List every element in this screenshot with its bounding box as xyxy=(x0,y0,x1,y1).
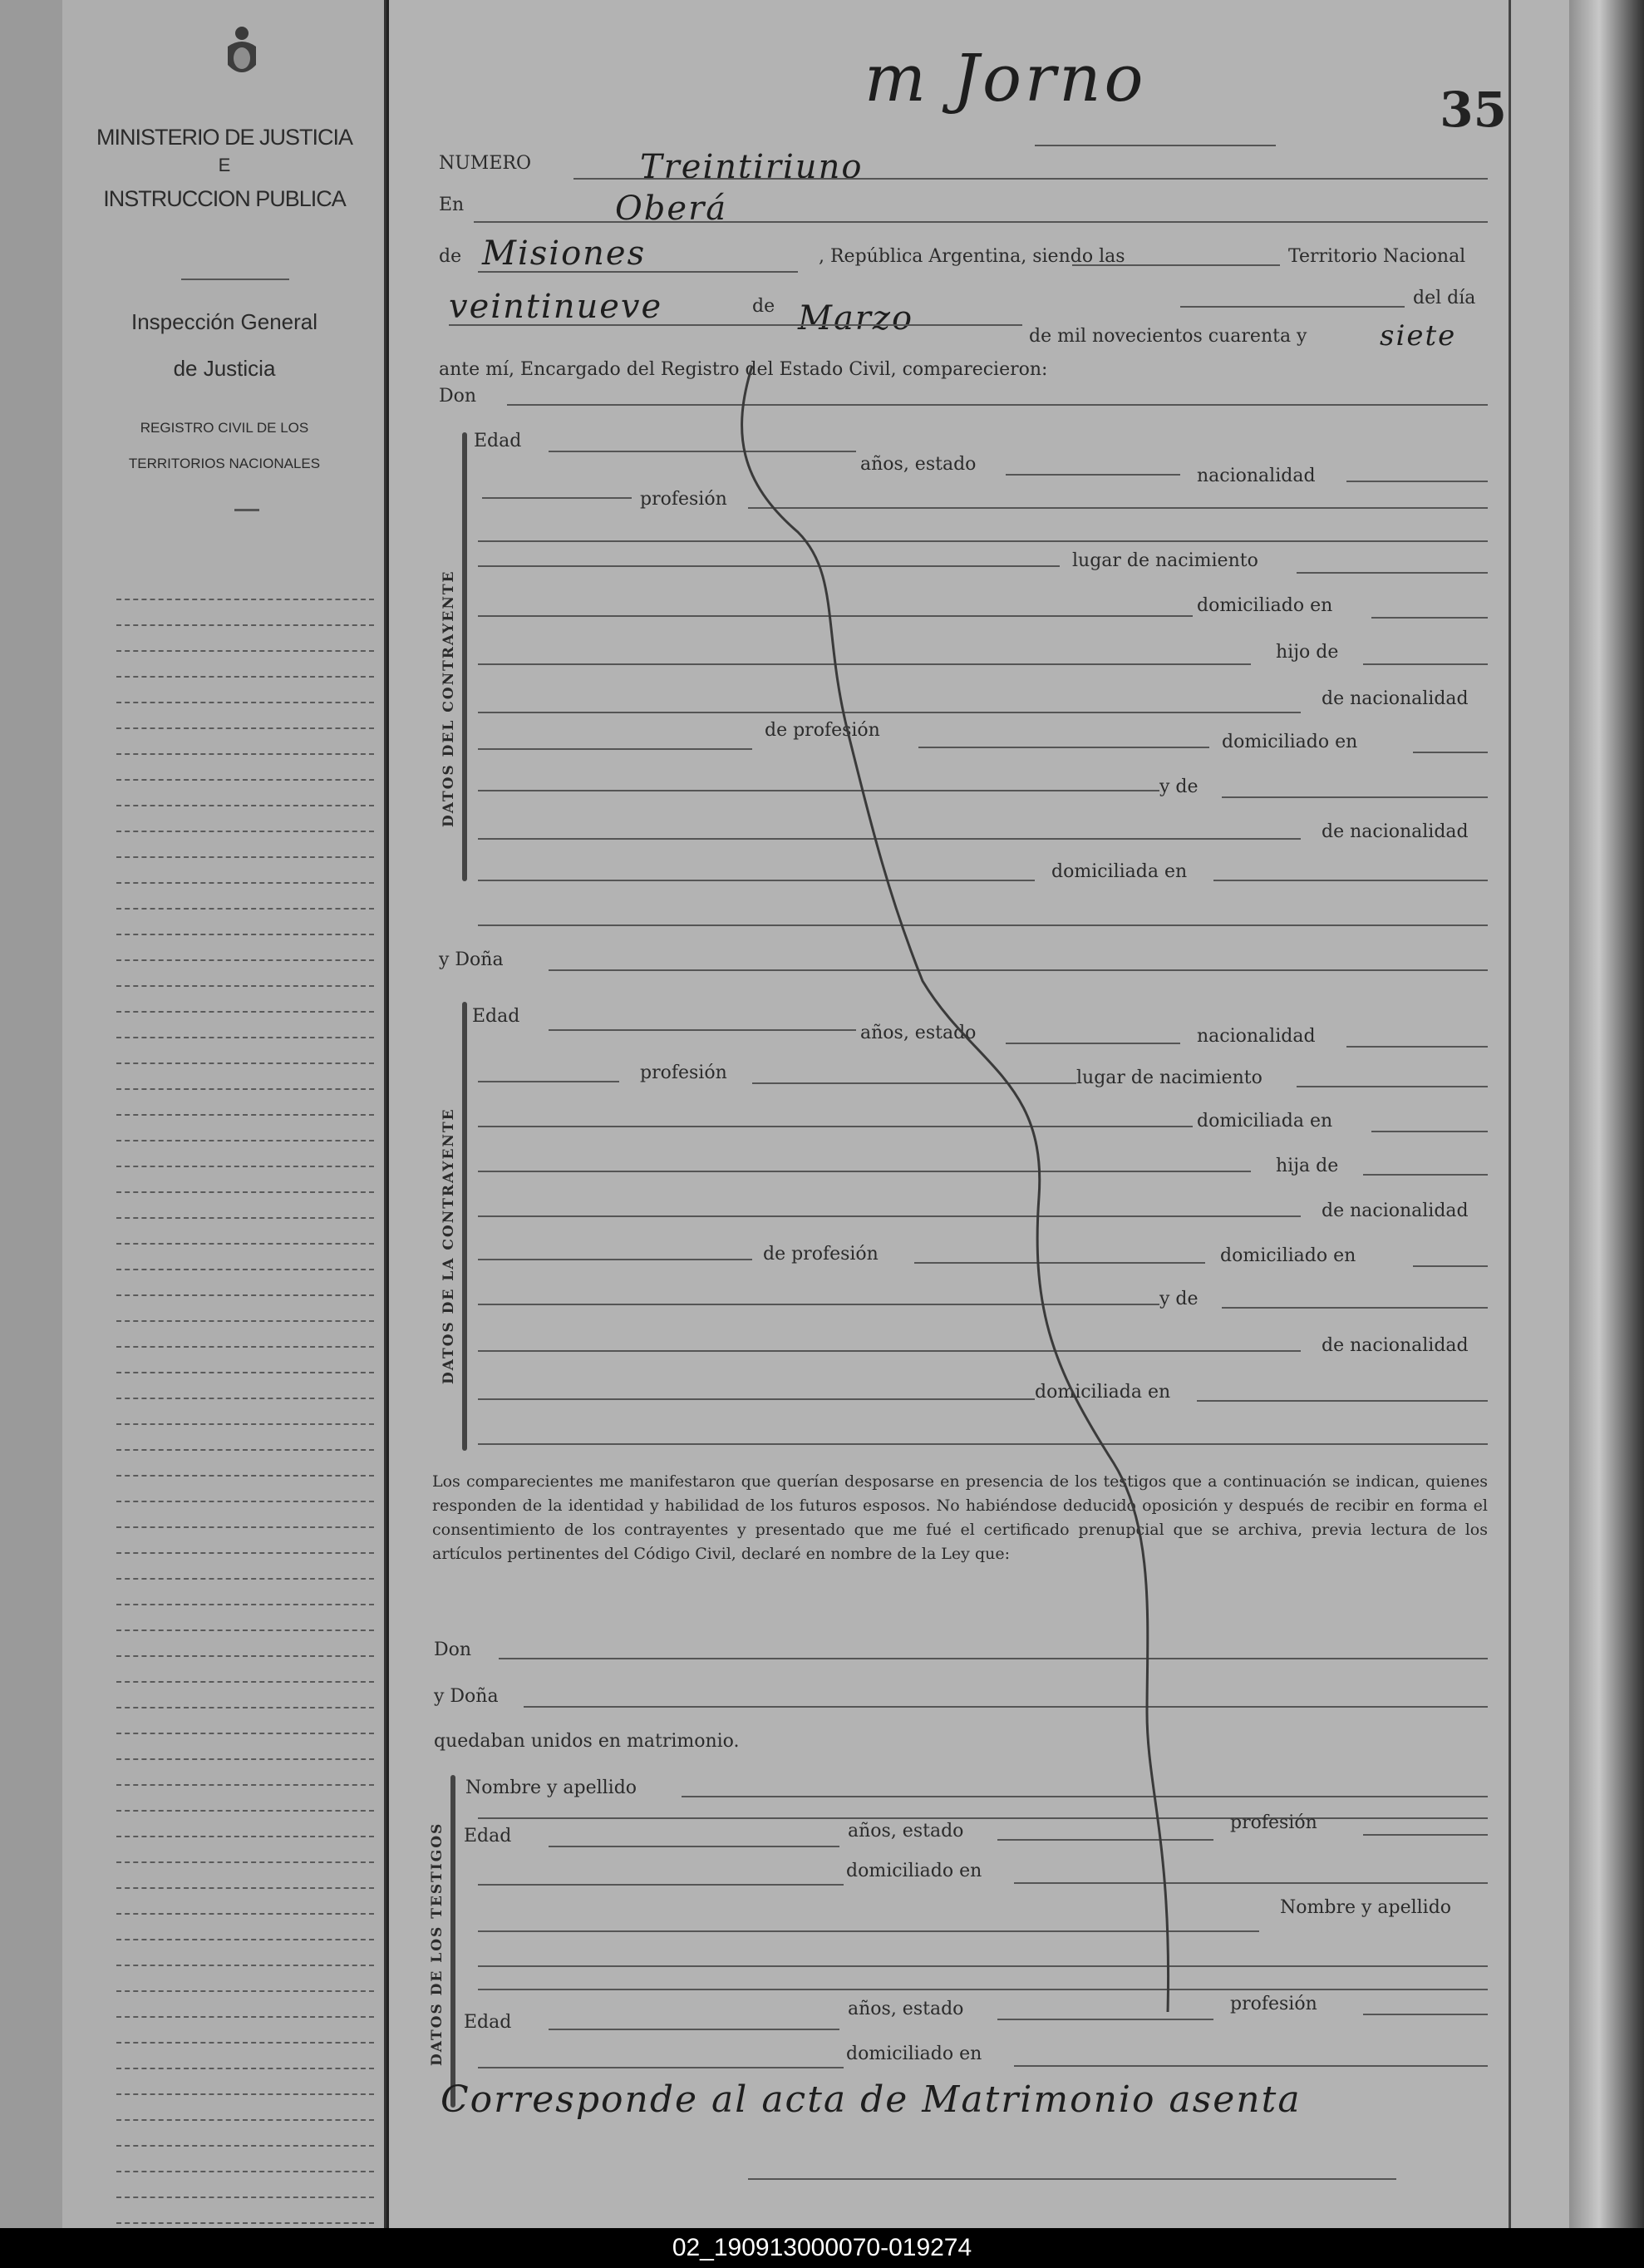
stub-registry-2: TERRITORIOS NACIONALES xyxy=(128,456,321,471)
bride-de-nacionalidad: de nacionalidad xyxy=(1322,1201,1469,1221)
stub-ruled-line xyxy=(116,1630,374,1631)
witness1-edad: Edad xyxy=(464,1826,512,1846)
footer-note: Corresponde al acta de Matrimonio asenta xyxy=(441,2078,1302,2121)
groom-nacionalidad: nacionalidad xyxy=(1197,466,1316,486)
stub-ruled-line xyxy=(116,805,374,806)
bride-estado-line xyxy=(1006,1043,1180,1044)
stub-ruled-line xyxy=(116,1320,374,1322)
stub-ruled-line xyxy=(116,1681,374,1683)
ante-mi-text: ante mí, Encargado del Registro del Estado Civil, comparecieron: xyxy=(439,359,1048,380)
stub-ruled-line xyxy=(116,727,374,729)
stub-ruled-line xyxy=(116,1294,374,1296)
don-line xyxy=(507,404,1488,406)
witness2-domicilio-prefix xyxy=(478,2067,844,2068)
bride-profesion2-prefix xyxy=(478,1259,752,1260)
witness2-blank-line-2 xyxy=(478,1965,1488,1967)
stub-ruled-line xyxy=(116,1578,374,1580)
contrayente-f-brace xyxy=(462,1002,467,1451)
testigos-brace xyxy=(450,1775,455,2108)
header-signature: m Jorno xyxy=(864,42,1147,116)
republica-text: , República Argentina, siendo las xyxy=(819,246,1125,267)
groom-lugar-line xyxy=(1297,572,1488,574)
contrayente-label: DATOS DEL CONTRAYENTE xyxy=(441,569,457,827)
stub-ruled-line xyxy=(116,882,374,884)
groom-profesion-prefix-line xyxy=(482,497,632,499)
groom-blank-line-3 xyxy=(478,615,1193,617)
stub-ruled-line xyxy=(116,1758,374,1760)
stub-ruled-line xyxy=(116,1191,374,1193)
witness1-blank-line xyxy=(478,1817,1488,1819)
stub-ruled-line xyxy=(116,934,374,935)
witness1-nombre-line xyxy=(682,1796,1488,1797)
testigos-label: DATOS DE LOS TESTIGOS xyxy=(429,1822,445,2066)
groom-domiciliado2-line xyxy=(1413,752,1488,753)
bride-domiciliada: domiciliada en xyxy=(1197,1111,1333,1132)
image-caption: 02_190913000070-019274 xyxy=(0,2228,1644,2268)
en-label: En xyxy=(439,195,465,215)
mil-novecientos-text: de mil novecientos cuarenta y xyxy=(1029,326,1307,347)
stub-ruled-line xyxy=(116,1475,374,1477)
stub-ruled-line xyxy=(116,702,374,703)
groom-blank-line-8 xyxy=(478,880,1035,881)
groom-edad-label: Edad xyxy=(474,431,522,451)
witness2-edad-line xyxy=(549,2029,839,2030)
stub-ruled-line xyxy=(116,2093,374,2095)
bride-hija-line xyxy=(1363,1174,1488,1176)
bride-blank-line-2 xyxy=(478,1171,1251,1172)
stub-ruled-line xyxy=(116,650,374,652)
stub-ministry: MINISTERIO DE JUSTICIA xyxy=(96,125,353,150)
groom-profesion2-prefix xyxy=(478,748,752,750)
stub-ruled-line xyxy=(116,856,374,858)
stub-inspection-2: de Justicia xyxy=(173,356,276,381)
de-value: Misiones xyxy=(482,234,647,273)
groom-profesion2-line xyxy=(918,747,1209,748)
groom-domiciliado: domiciliado en xyxy=(1197,595,1333,616)
groom-de-nacionalidad: de nacionalidad xyxy=(1322,688,1469,709)
bride-blank-line-6 xyxy=(478,1398,1035,1400)
witness2-nombre: Nombre y apellido xyxy=(1280,1897,1452,1918)
groom-anos-estado: años, estado xyxy=(860,454,977,475)
stub-inspection-1: Inspección General xyxy=(130,309,318,334)
y-dona-2-label: y Doña xyxy=(434,1686,499,1707)
stub-ruled-line xyxy=(116,1604,374,1605)
stub-ruled-line xyxy=(116,1449,374,1451)
del-dia-text: del día xyxy=(1413,288,1476,308)
bride-nacionalidad: nacionalidad xyxy=(1197,1026,1316,1047)
groom-blank-line-4 xyxy=(478,663,1251,665)
republica-line xyxy=(1072,264,1280,266)
stub-ruled-line xyxy=(116,2197,374,2198)
witness2-profesion: profesión xyxy=(1230,1994,1317,2014)
bride-domiciliado: domiciliado en xyxy=(1220,1245,1356,1266)
stub-ruled-line xyxy=(116,959,374,961)
day-value: veintinueve xyxy=(449,288,663,326)
numero-line xyxy=(573,178,1488,180)
stub-ruled-line xyxy=(116,1166,374,1167)
stub-ruled-line xyxy=(116,2145,374,2147)
bride-domiciliada-line xyxy=(1371,1131,1488,1132)
bride-edad-label: Edad xyxy=(472,1006,520,1027)
witness2-domicilio-line xyxy=(1014,2065,1488,2067)
stub-ruled-line xyxy=(116,2016,374,2018)
en-value: Oberá xyxy=(615,190,728,228)
bride-edad-line xyxy=(549,1029,856,1031)
groom-estado-line xyxy=(1006,474,1180,476)
witness1-domicilio-line xyxy=(1014,1882,1488,1884)
don-label: Don xyxy=(439,386,477,407)
stub-ruled-line xyxy=(116,2171,374,2172)
groom-lugar-nacimiento: lugar de nacimiento xyxy=(1072,550,1258,571)
groom-profesion: profesión xyxy=(640,489,727,510)
page-number: 35 xyxy=(1440,81,1507,138)
stub-ruled-line xyxy=(116,624,374,626)
groom-y-de: y de xyxy=(1159,777,1199,797)
bride-blank-line-1 xyxy=(478,1126,1193,1127)
stub-ruled-line xyxy=(116,1243,374,1245)
header-rule xyxy=(1035,145,1276,146)
y-dona-line xyxy=(549,969,1488,971)
bride-blank-line-5 xyxy=(478,1350,1301,1352)
bride-blank-line-4 xyxy=(478,1304,1159,1305)
stub-ruled-line xyxy=(116,1526,374,1528)
bride-hija-de: hija de xyxy=(1276,1156,1339,1176)
groom-domiciliado-line xyxy=(1371,617,1488,619)
stub-ruled-line xyxy=(116,1784,374,1786)
stub-ministry-2: INSTRUCCION PUBLICA xyxy=(103,186,346,211)
stub-ruled-line xyxy=(116,1114,374,1116)
groom-de-profesion: de profesión xyxy=(765,720,880,741)
de2-label: de xyxy=(752,296,775,317)
contrayente-brace xyxy=(462,432,467,881)
bride-lugar-nacimiento: lugar de nacimiento xyxy=(1076,1067,1263,1088)
en-line xyxy=(474,221,1488,223)
witness1-edad-line xyxy=(549,1846,839,1847)
numero-value: Treintiriuno xyxy=(640,148,864,186)
previous-page-edge xyxy=(0,0,62,2228)
bride-domiciliada2-line xyxy=(1197,1400,1488,1402)
coat-of-arms-icon xyxy=(223,25,261,83)
witness1-estado-line xyxy=(997,1839,1213,1841)
stub-ruled-line xyxy=(116,779,374,781)
stub-ruled-line xyxy=(116,2222,374,2224)
groom-blank-line-1 xyxy=(478,540,1488,542)
date-line xyxy=(449,324,1022,326)
de-label: de xyxy=(439,246,462,267)
witness2-profesion-line xyxy=(1363,2014,1488,2015)
stub-ruled-line xyxy=(116,1861,374,1863)
stub-ruled-line xyxy=(116,1217,374,1219)
groom-profesion-line xyxy=(748,507,1488,509)
bride-nacionalidad-line xyxy=(1346,1046,1488,1048)
witness2-blank-line-3 xyxy=(478,1989,1488,1990)
groom-hijo-line xyxy=(1363,663,1488,665)
year-value: siete xyxy=(1380,319,1457,353)
stub-ruled-line xyxy=(116,1372,374,1373)
contrayente-f-label: DATOS DE LA CONTRAYENTE xyxy=(441,1107,457,1384)
stub-divider xyxy=(181,279,289,280)
stub-dash xyxy=(234,509,259,511)
don-2-line xyxy=(499,1658,1488,1659)
numero-label: NUMERO xyxy=(439,153,531,174)
declaration-paragraph: Los comparecientes me manifestaron que querían desposarse en presencia de los testigos que a continuación se indican, quienes responden de la identidad y habilidad de los futuros esposos. No habiéndose deducido oposición y después de recibir en forma el consentimiento de los contrayentes y presentado que me fué el certificado prenupcial que se archiva, previa lectura de los artículos pertinentes del Código Civil, declaré en nombre de la Ley que: xyxy=(432,1472,1488,1563)
stub-ruled-line xyxy=(116,1887,374,1889)
stub-ruled-line xyxy=(116,676,374,678)
stub-ruled-line xyxy=(116,1707,374,1708)
groom-de-nacionalidad-2: de nacionalidad xyxy=(1322,821,1469,842)
witness2-domiciliado: domiciliado en xyxy=(846,2044,982,2064)
bride-anos-estado: años, estado xyxy=(860,1023,977,1043)
stub-ruled-line xyxy=(116,1655,374,1657)
stub-conjunction: E xyxy=(218,155,231,175)
stub-ruled-line xyxy=(116,1398,374,1399)
witness2-blank-line-1 xyxy=(478,1930,1259,1932)
hour-line xyxy=(1180,306,1405,308)
witness2-estado-line xyxy=(997,2019,1213,2020)
stub-ruled-line xyxy=(116,1346,374,1348)
bride-profesion-line xyxy=(752,1082,1076,1084)
groom-blank-line-9 xyxy=(478,924,1488,926)
stub-ruled-line xyxy=(116,1965,374,1966)
witness1-domicilio-prefix xyxy=(478,1884,844,1886)
stub-ruled-line xyxy=(116,831,374,832)
bride-profesion-prefix-line xyxy=(478,1081,619,1082)
stub-ruled-line xyxy=(116,1423,374,1425)
bride-profesion: profesión xyxy=(640,1063,727,1083)
witness1-nombre: Nombre y apellido xyxy=(465,1777,637,1798)
territorio-text: Territorio Nacional xyxy=(1288,246,1466,267)
bride-domiciliada-2: domiciliada en xyxy=(1035,1382,1171,1403)
groom-y-de-line xyxy=(1222,796,1488,798)
witness2-anos-estado: años, estado xyxy=(848,1999,964,2019)
groom-blank-line-6 xyxy=(478,790,1159,791)
stub-ruled-line xyxy=(116,1836,374,1837)
stub-ruled-line xyxy=(116,985,374,987)
stub-ruled-line xyxy=(116,753,374,755)
stub-ruled-line xyxy=(116,1140,374,1141)
stub-ruled-line xyxy=(116,1552,374,1554)
witness1-domiciliado: domiciliado en xyxy=(846,1861,982,1881)
stub-ruled-line xyxy=(116,2068,374,2069)
don-2-label: Don xyxy=(434,1639,472,1660)
footer-rule xyxy=(748,2178,1396,2180)
witness1-profesion: profesión xyxy=(1230,1812,1317,1833)
stub-ruled-line xyxy=(116,1913,374,1915)
stub-ruled-line xyxy=(116,908,374,910)
stub-ruled-line xyxy=(116,1011,374,1013)
groom-blank-line-2 xyxy=(478,565,1060,567)
stub-ruled-line xyxy=(116,1810,374,1812)
stub-ruled-line xyxy=(116,1088,374,1090)
groom-nacionalidad-line xyxy=(1346,481,1488,482)
stub-ruled-line xyxy=(116,1501,374,1502)
groom-domiciliada: domiciliada en xyxy=(1051,861,1188,882)
bride-y-de-line xyxy=(1222,1307,1488,1309)
bride-lugar-line xyxy=(1297,1086,1488,1087)
page-frame-line xyxy=(1509,0,1511,2228)
stub-ruled-line xyxy=(116,2042,374,2044)
stub-ruled-line xyxy=(116,1269,374,1270)
bride-domiciliado-line xyxy=(1413,1265,1488,1267)
stub-ruled-line xyxy=(116,1733,374,1734)
groom-edad-line xyxy=(549,451,856,452)
witness1-anos-estado: años, estado xyxy=(848,1821,964,1842)
stub-ruled-line xyxy=(116,599,374,600)
stub-ruled-line xyxy=(116,2119,374,2121)
groom-hijo-de: hijo de xyxy=(1276,642,1339,663)
bride-profesion2-line xyxy=(914,1262,1205,1264)
y-dona-label: y Doña xyxy=(439,949,504,970)
groom-blank-line-5 xyxy=(478,712,1301,713)
witness1-profesion-line xyxy=(1363,1834,1488,1836)
y-dona-2-line xyxy=(524,1706,1488,1708)
de-line xyxy=(478,271,798,273)
month-value: Marzo xyxy=(798,299,914,338)
witness2-edad: Edad xyxy=(464,2012,512,2033)
stub-registry-1: REGISTRO CIVIL DE LOS xyxy=(140,420,309,436)
stub-ruled-line xyxy=(116,1939,374,1940)
bride-blank-line-3 xyxy=(478,1215,1301,1217)
quedaban-text: quedaban unidos en matrimonio. xyxy=(434,1731,740,1752)
bride-de-profesion: de profesión xyxy=(763,1244,879,1265)
stub-ruled-line xyxy=(116,1990,374,1992)
book-page-edge xyxy=(1569,0,1644,2228)
bride-y-de: y de xyxy=(1159,1289,1199,1309)
stub-ruled-line xyxy=(116,1063,374,1064)
groom-domiciliada-line xyxy=(1213,880,1488,881)
stub-ruled-line xyxy=(116,1037,374,1038)
groom-domiciliado-2: domiciliado en xyxy=(1222,732,1358,752)
bride-blank-line-7 xyxy=(478,1443,1488,1445)
bride-de-nacionalidad-2: de nacionalidad xyxy=(1322,1335,1469,1356)
groom-blank-line-7 xyxy=(478,838,1301,840)
